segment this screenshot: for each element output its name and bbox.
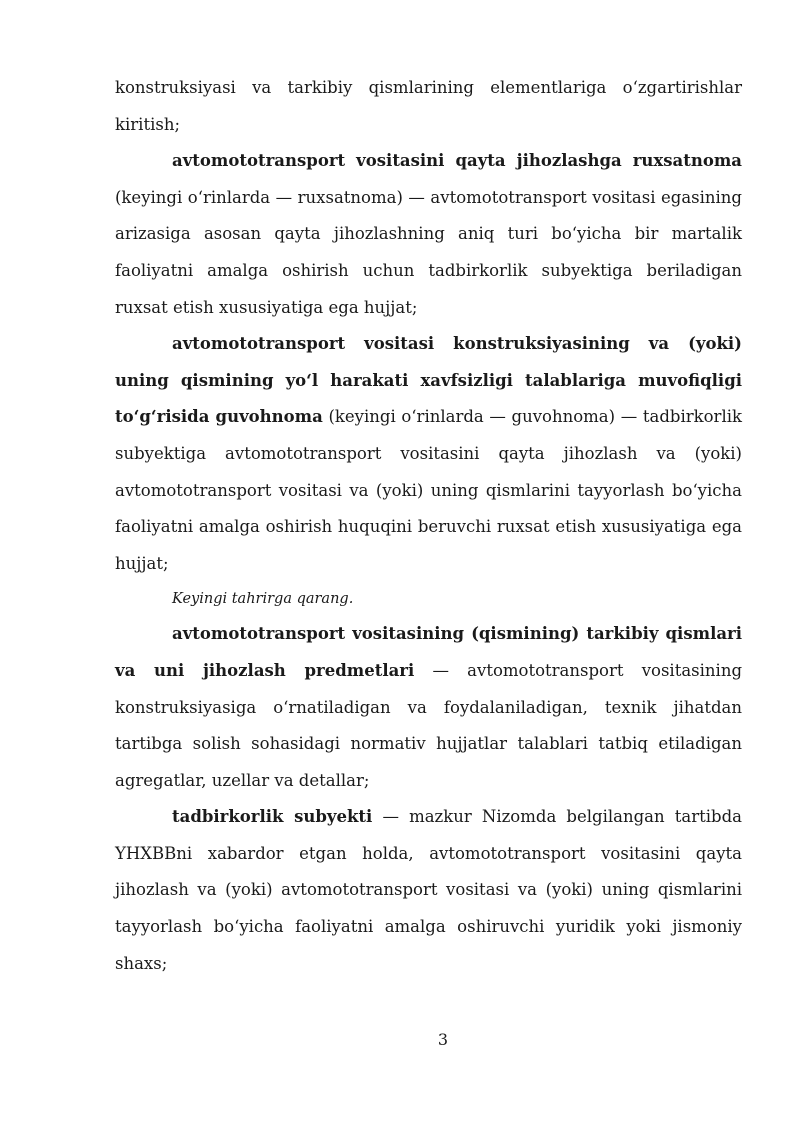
definition-paragraph-tarkibiy-qismlar <box>115 616 742 799</box>
definition-text: (keyingi oʻrinlarda — guvohnoma) — tadbirkorlik subyektiga avtomototransport vositasini qayta jihozlash va (yoki) avtomototransport vositasi va (yoki) uning qismlarini tayyorlash boʻyicha faoliyatni amalga oshirish huquqini beruvchi ruxsat etish xususiyatiga ega hujjat; <box>115 407 742 573</box>
paragraph-continuation <box>115 70 742 143</box>
definition-text: — avtomototransport vositasining konstruksiyasiga oʻrnatiladigan va foydalaniladigan, texnik jihatdan tartibga solish sohasidagi normativ hujjatlar talablari tatbiq etiladigan agregatlar, uzellar va detallar; <box>115 660 743 790</box>
definition-paragraph-tadbirkorlik-subyekti <box>115 799 742 982</box>
definition-text: (keyingi oʻrinlarda — ruxsatnoma) — avtomototransport vositasi egasining arizasiga asosan qayta jihozlashning aniq turi boʻyicha bir martalik faoliyatni amalga oshirish uchun tadbirkorlik subyektiga beriladigan ruxsat etish xususiyatiga ega hujjat; <box>115 187 742 317</box>
page-number: 3 <box>437 1030 449 1049</box>
definition-term: avtomototransport vositasining (qismining) tarkibiy qismlari va uni jihozlash predmetlari <box>115 624 742 680</box>
edit-note-link[interactable]: Keyingi tahrirga qarang. <box>172 591 354 608</box>
definition-text: — mazkur Nizomda belgilangan tartibda YHXBBni xabardor etgan holda, avtomototransport vositasini qayta jihozlash va (yoki) avtomototransport vositasi va (yoki) uning qismlarini tayyorlash boʻyicha faoliyatni amalga oshiruvchi yuridik yoki jismoniy shaxs; <box>115 807 742 973</box>
definition-paragraph-ruxsatnoma <box>115 143 742 326</box>
definition-term: tadbirkorlik subyekti <box>172 807 373 827</box>
document-page <box>115 70 742 982</box>
paragraph-text: konstruksiyasi va tarkibiy qismlarining elementlariga oʻzgartirishlar kiritish; <box>115 78 742 134</box>
definition-term: avtomototransport vositasini qayta jihozlashga ruxsatnoma <box>172 151 742 171</box>
definition-paragraph-guvohnoma <box>115 326 742 582</box>
definition-term: avtomototransport vositasi konstruksiyasining va (yoki) uning qismining yoʻl harakati xavfsizligi talablariga muvofiqligi toʻgʻrisida guvohnoma <box>115 334 742 427</box>
